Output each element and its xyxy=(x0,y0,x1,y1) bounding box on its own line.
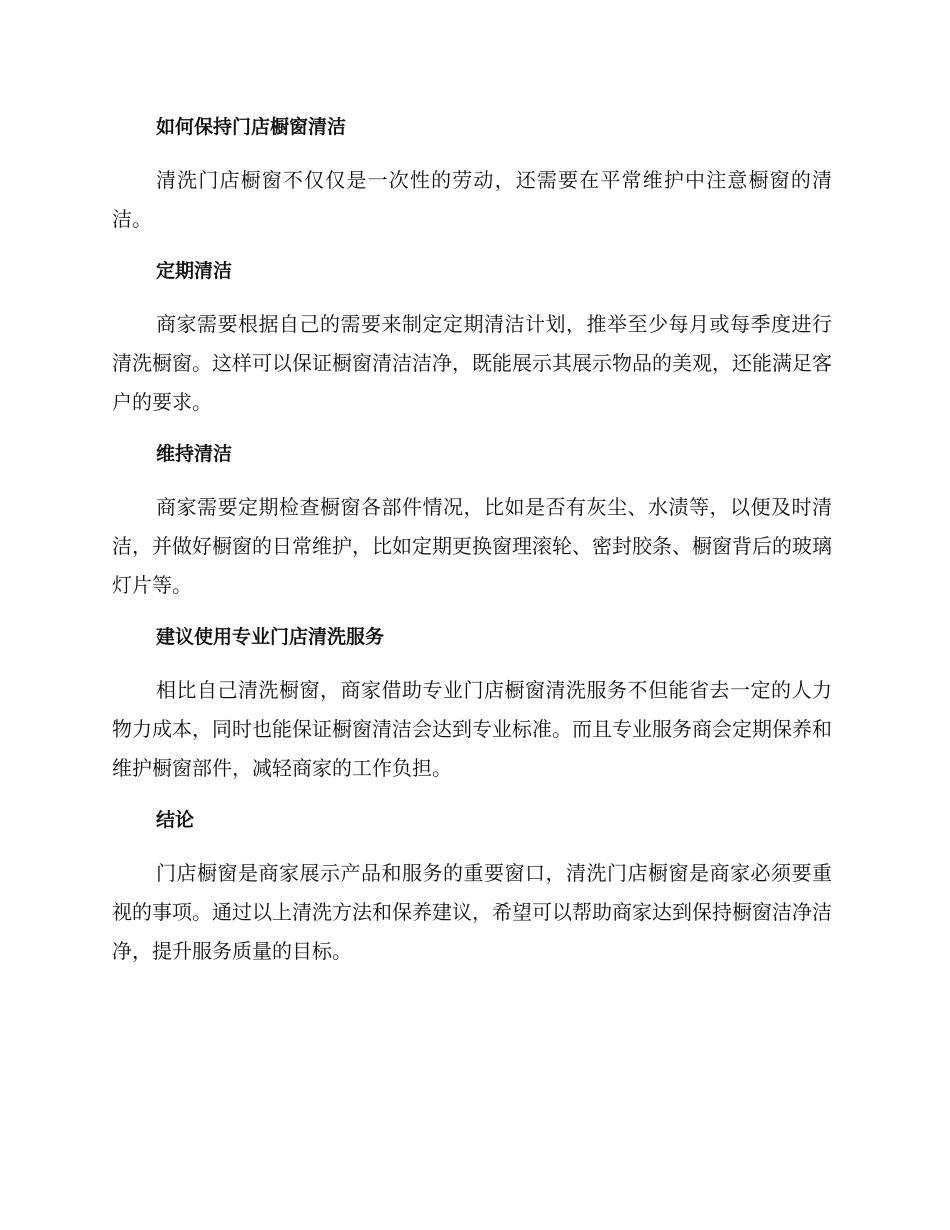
section-heading-regular-cleaning: 定期清洁 xyxy=(156,260,233,282)
section-heading-professional-service: 建议使用专业门店清洗服务 xyxy=(156,626,385,648)
section-paragraph-keep-clean: 清洗门店橱窗不仅仅是一次性的劳动，还需要在平常维护中注意橱窗的清洁。 xyxy=(112,168,832,231)
section-paragraph-conclusion: 门店橱窗是商家展示产品和服务的重要窗口，清洗门店橱窗是商家必须要重视的事项。通过以上清洗方法和保养建议，希望可以帮助商家达到保持橱窗洁净洁净，提升服务质量的目标。 xyxy=(112,861,832,963)
section-paragraph-regular-cleaning: 商家需要根据自己的需要来制定定期清洁计划，推举至少每月或每季度进行清洗橱窗。这样可以保证橱窗清洁洁净，既能展示其展示物品的美观，还能满足客户的要求。 xyxy=(112,312,832,414)
section-heading-maintain-cleanliness: 维持清洁 xyxy=(156,443,233,465)
section-heading-conclusion: 结论 xyxy=(156,809,195,831)
document-page xyxy=(112,108,832,984)
section-heading-keep-clean: 如何保持门店橱窗清洁 xyxy=(156,116,347,138)
section-paragraph-professional-service: 相比自己清洗橱窗，商家借助专业门店橱窗清洗服务不但能省去一定的人力物力成本，同时也能保证橱窗清洁会达到专业标准。而且专业服务商会定期保养和维护橱窗部件，减轻商家的工作负担。 xyxy=(112,678,832,780)
section-paragraph-maintain-cleanliness: 商家需要定期检查橱窗各部件情况，比如是否有灰尘、水渍等，以便及时清洁，并做好橱窗的日常维护，比如定期更换窗理滚轮、密封胶条、橱窗背后的玻璃灯片等。 xyxy=(112,495,832,597)
